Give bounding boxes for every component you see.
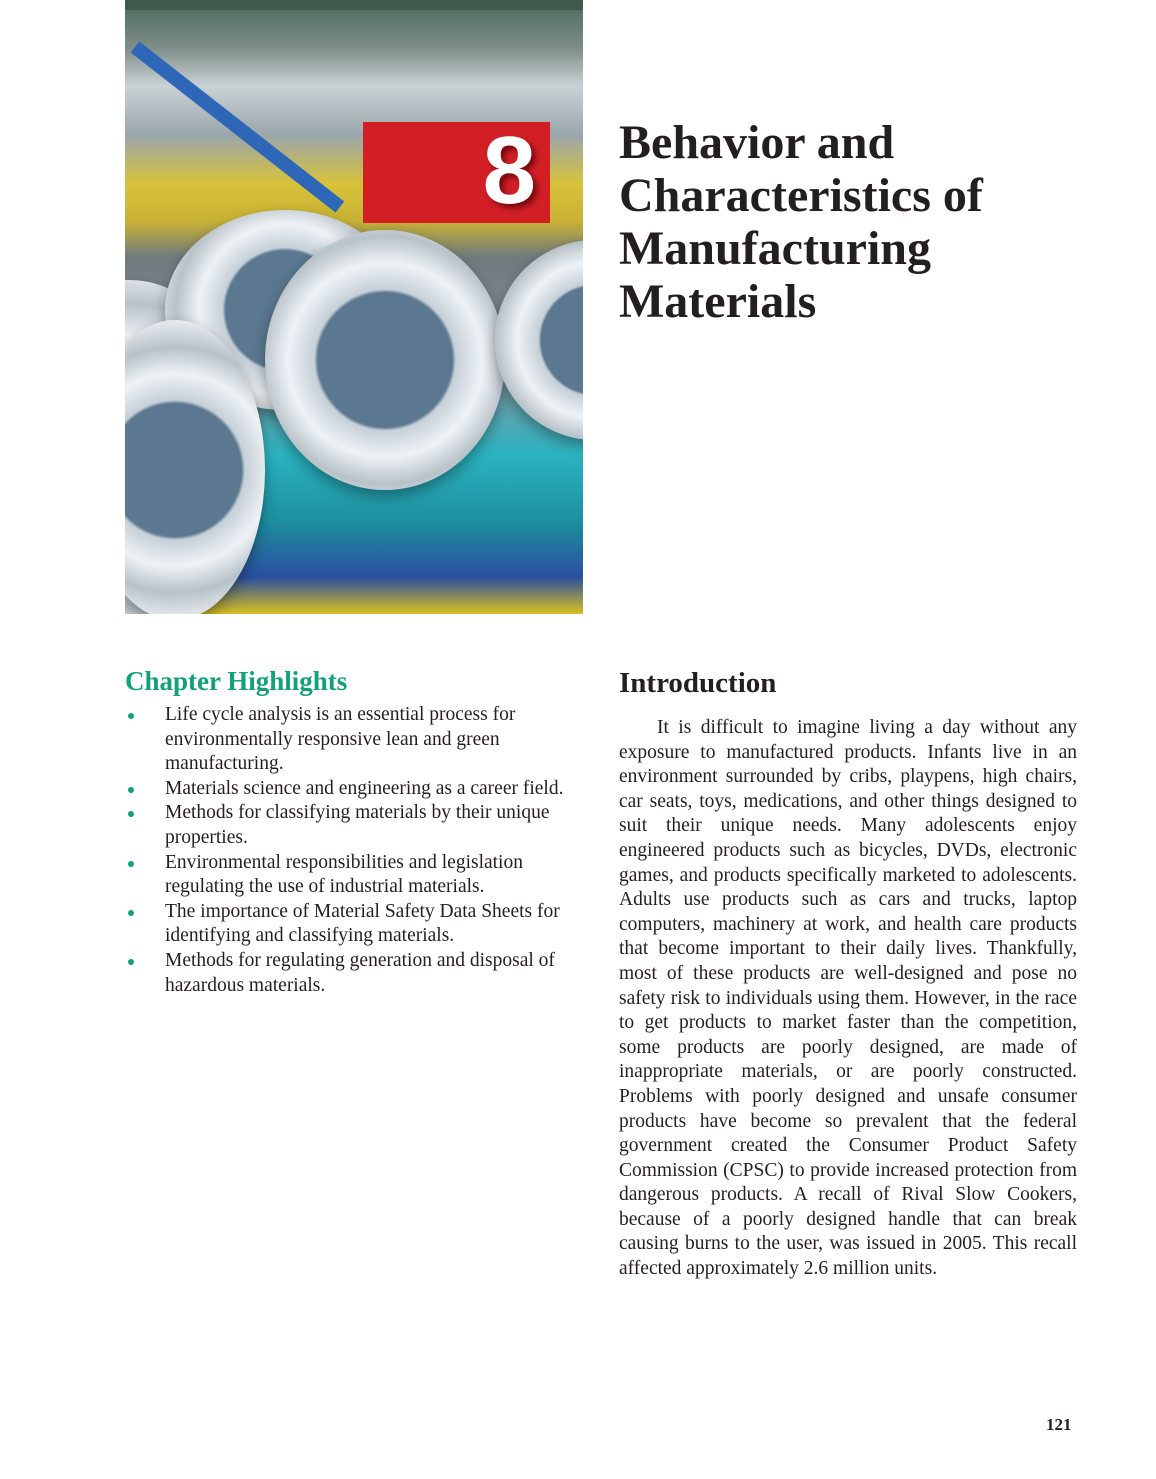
bullet-icon xyxy=(128,861,134,867)
introduction-heading: Introduction xyxy=(619,667,777,699)
highlights-list xyxy=(125,703,587,998)
highlight-text: Materials science and engineering as a career field. xyxy=(165,777,564,799)
chapter-title: Behavior and Characteristics of Manufacturing Materials xyxy=(619,116,983,328)
highlight-item xyxy=(125,703,587,777)
bullet-icon xyxy=(128,959,134,965)
highlight-text: The importance of Material Safety Data Sheets for identifying and classifying materials. xyxy=(165,900,560,947)
bullet-icon xyxy=(128,811,134,817)
bullet-icon xyxy=(128,910,134,916)
highlight-text: Life cycle analysis is an essential process for environmentally responsive lean and green manufacturing. xyxy=(165,704,516,775)
highlight-text: Methods for classifying materials by their unique properties. xyxy=(165,802,550,848)
highlight-item xyxy=(125,777,587,802)
highlight-item xyxy=(125,949,587,998)
highlights-heading: Chapter Highlights xyxy=(125,666,348,696)
introduction-body: It is difficult to imagine living a day without any exposure to manufactured products. Infants live in an environment surrounded by cribs, playpens, high chairs, car seats, toys, medications, and other things designed to suit their unique needs. Many adolescents enjoy engineered products such as bicycles, DVDs, electronic games, and products specifically marketed to adolescents. Adults use products such as cars and trucks, laptop computers, machinery at work, and health care products that become important to their daily lives. Thankfully, most of these products are well-designed and pose no safety risk to individuals using them. However, in the race to get products to market faster than the competition, some products are poorly designed, are made of inappropriate materials, or are poorly constructed. Problems with poorly designed and unsafe consumer products have become so prevalent that the federal government created the Consumer Product Safety Commission (CPSC) to provide increased protection from dangerous products. A recall of Rival Slow Cookers, because of a poorly designed handle that can break causing burns to the user, was issued in 2005. This recall affected approximately 2.6 million units. xyxy=(619,717,1077,1280)
highlight-item xyxy=(125,900,587,949)
highlight-text: Environmental responsibilities and legislation regulating the use of industrial materials. xyxy=(165,851,523,898)
steel-coils-photo xyxy=(125,0,583,614)
page-number: 121 xyxy=(1046,1415,1072,1434)
bullet-icon xyxy=(128,787,134,793)
chapter-number: 8 xyxy=(482,117,536,224)
highlight-text: Methods for regulating generation and disposal of hazardous materials. xyxy=(165,949,555,996)
highlight-item xyxy=(125,801,587,850)
bullet-icon xyxy=(128,713,134,719)
chapter-number-badge xyxy=(363,117,550,224)
highlight-item xyxy=(125,851,587,900)
